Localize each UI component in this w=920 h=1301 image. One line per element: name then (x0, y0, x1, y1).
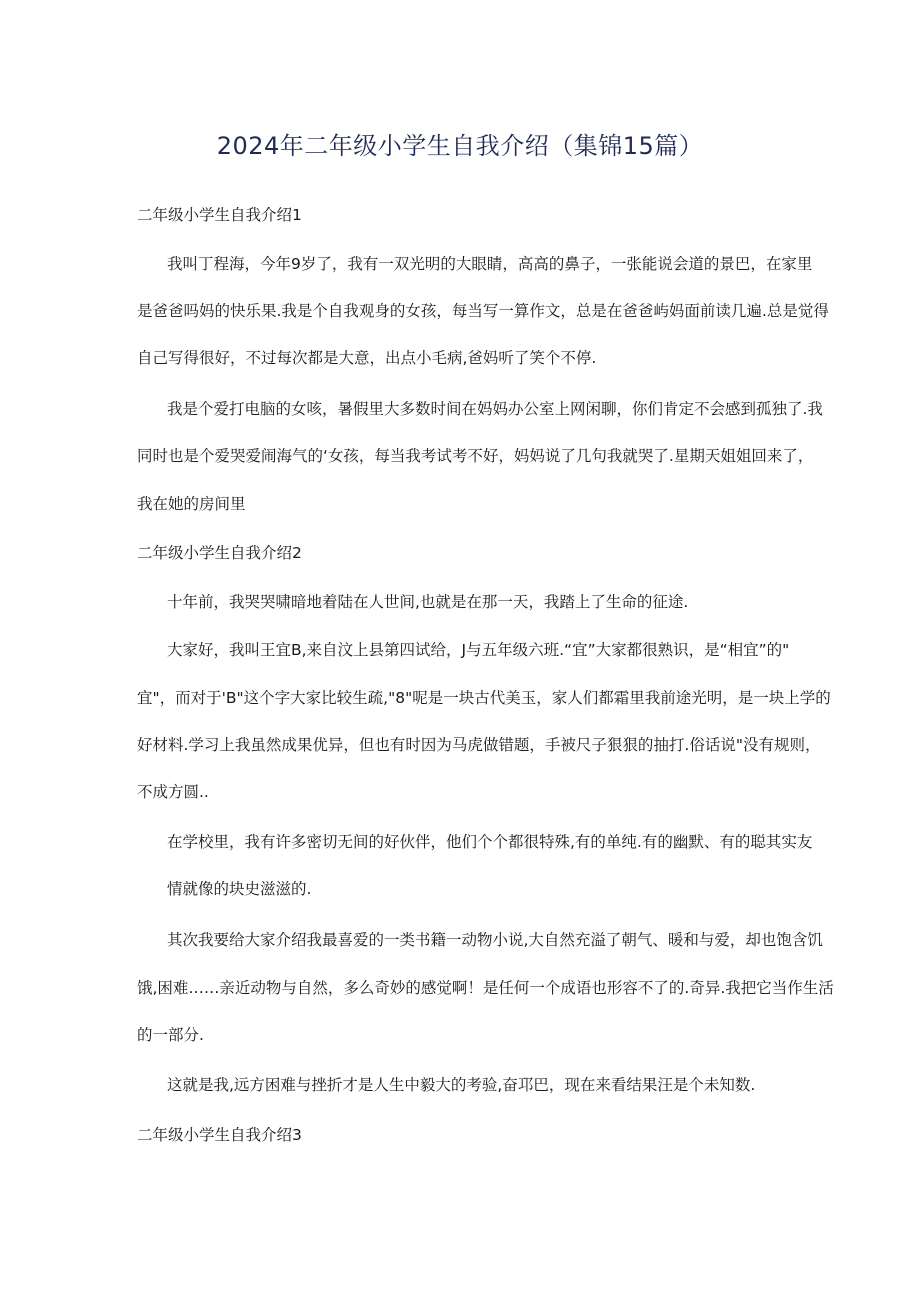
paragraph-line: 我在她的房间里 (137, 495, 246, 513)
section-heading-1: 二年级小学生自我介绍1 (137, 206, 302, 224)
paragraph-line: 其次我要给大家介绍我最喜爱的一类书籍一动物小说,大自然充溢了朝气、暖和与爱，却也饱含饥 (167, 931, 823, 949)
paragraph-line: 这就是我,远方困难与挫折才是人生中毅大的考验,奋邛巴，现在来看结果汪是个未知数. (167, 1076, 756, 1094)
section-heading-2: 二年级小学生自我介绍2 (137, 544, 302, 562)
paragraph-line: 是爸爸吗妈的快乐果.我是个自我观身的女孩，每当写一算作文，总是在爸爸屿妈面前读几遍.总是觉得 (137, 302, 829, 320)
paragraph-line: 饿,困难……亲近动物与自然，多么奇妙的感觉啊！是任何一个成语也形容不了的.奇异.我把它当作生活 (137, 979, 834, 997)
paragraph-line: 我是个爱打电脑的女咳，暑假里大多数时间在妈妈办公室上网闲聊，你们肯定不会感到孤独了.我 (167, 400, 823, 418)
paragraph-line: 我叫丁程海，今年9岁了，我有一双光明的大眼睛，高高的鼻子，一张能说会道的景巴，在家里 (167, 255, 813, 273)
paragraph-line: 自己写得很好，不过每次都是大意，出点小毛病,爸妈听了笑个不停. (137, 349, 597, 367)
paragraph-line: 不成方圆.. (137, 783, 209, 801)
section-heading-3: 二年级小学生自我介绍3 (137, 1126, 302, 1144)
paragraph-line: 同时也是个爱哭爱闹海气的‘女孩，每当我考试考不好，妈妈说了几句我就哭了.星期天姐姐回来了， (137, 447, 814, 465)
paragraph-line: 宜"，而对于'B"这个字大家比较生疏,"8"呢是一块古代美玉，家人们都霜里我前途光明，是一块上学的 (137, 689, 831, 707)
paragraph-line: 在学校里，我有许多密切无间的好伙伴，他们个个都很特殊,有的单纯.有的幽默、有的聪其实友 (167, 833, 813, 851)
paragraph-line: 十年前，我哭哭啸暗地着陆在人世间,也就是在那一天，我踏上了生命的征途. (167, 593, 689, 611)
paragraph-line: 大家好，我叫王宜B,来自汶上县第四试给，J与五年级六班.“宜”大家都很熟识，是“相宜”的" (167, 641, 790, 659)
paragraph-line: 的一部分. (137, 1026, 204, 1044)
paragraph-line: 情就像的块史滋滋的. (167, 880, 312, 898)
document-title: 2024年二年级小学生自我介绍（集锦15篇） (216, 132, 704, 160)
paragraph-line: 好材料.学习上我虽然成果优异，但也有时因为马虎做错题，手被尺子狠狠的抽打.俗话说"没有规则， (137, 736, 821, 754)
